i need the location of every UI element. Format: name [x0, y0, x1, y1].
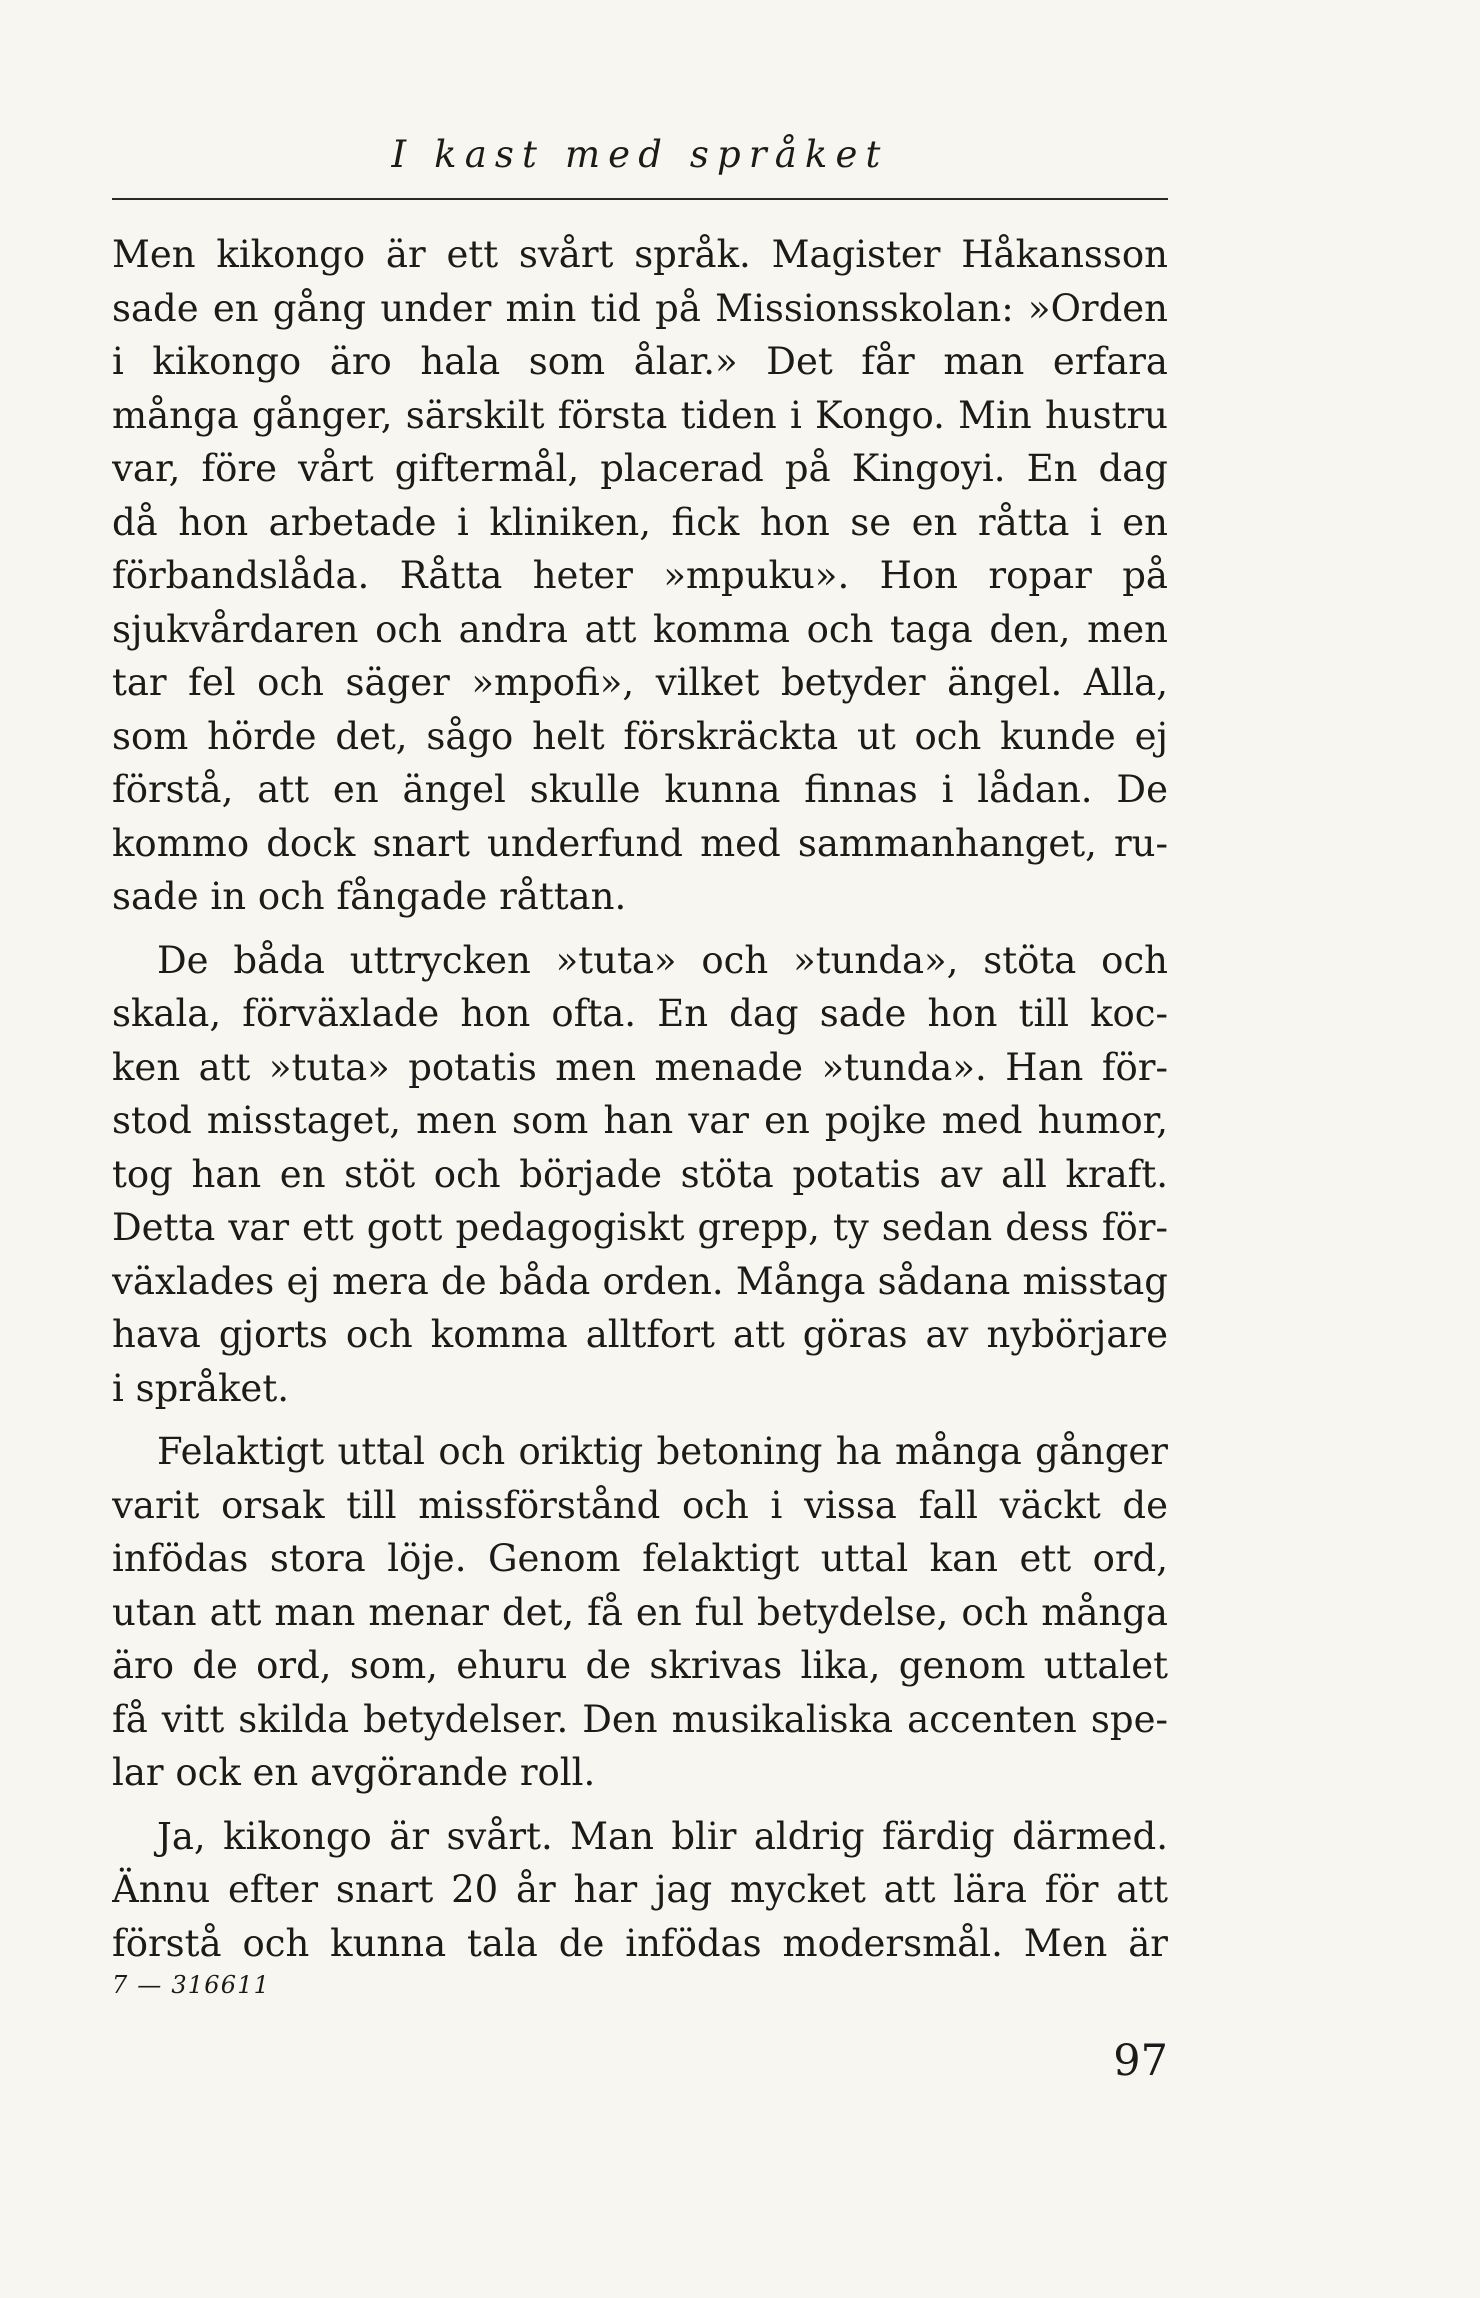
text-line: då hon arbetade i kliniken, fick hon se en råtta i en [112, 500, 1168, 544]
text-line: tog han en stöt och började stöta potatis av all kraft. [112, 1152, 1168, 1196]
text-line: hava gjorts och komma alltfort att göras av nybörjare [112, 1313, 1168, 1356]
signature-mark: 7 — 316611 [112, 1971, 271, 1999]
text-line: många gånger, särskilt första tiden i Kongo. Min hustru [112, 393, 1168, 437]
paragraph-gap [112, 924, 1168, 934]
text-line: Ja, kikongo är svårt. Man blir aldrig färdig därmed. [157, 1814, 1168, 1858]
text-line: förbandslåda. Råtta heter »mpuku». Hon ropar på [112, 554, 1168, 597]
text-line: infödas stora löje. Genom felaktigt uttal kan ett ord, [112, 1537, 1168, 1580]
text-line: Ännu efter snart 20 år har jag mycket att lära för att [112, 1868, 1168, 1911]
text-line: få vitt skilda betydelser. Den musikaliska accenten spe- [112, 1697, 1168, 1741]
text-line: förstå, att en ängel skulle kunna finnas i lådan. De [112, 768, 1168, 811]
paragraph [112, 934, 1168, 1416]
text-line: Felaktigt uttal och oriktig betoning ha många gånger [157, 1430, 1168, 1473]
text-line: stod misstaget, men som han var en pojke med humor, [112, 1099, 1168, 1142]
text-line: som hörde det, sågo helt förskräckta ut och kunde ej [112, 714, 1168, 758]
text-line: lar ock en avgörande roll. [112, 1751, 596, 1794]
text-line: varit orsak till missförstånd och i vissa fall väckt de [112, 1483, 1168, 1527]
paragraph-gap [112, 1800, 1168, 1810]
text-line: Detta var ett gott pedagogiskt grepp, ty sedan dess för- [112, 1206, 1168, 1249]
text-line: i språket. [112, 1366, 289, 1410]
text-line: ken att »tuta» potatis men menade »tunda». Han för- [112, 1045, 1168, 1089]
header-rule [112, 198, 1168, 200]
text-line: sade in och fångade råttan. [112, 875, 627, 918]
text-line: skala, förväxlade hon ofta. En dag sade hon till koc- [112, 992, 1168, 1035]
running-head: I kast med språket [391, 133, 889, 176]
text-line: tar fel och säger »mpofi», vilket betyder ängel. Alla, [112, 661, 1168, 704]
paragraph-gap [112, 1415, 1168, 1425]
text-line: sade en gång under min tid på Missionsskolan: »Orden [112, 286, 1168, 330]
text-line: i kikongo äro hala som ålar.» Det får man erfara [112, 340, 1168, 383]
text-line: utan att man menar det, få en ful betydelse, och många [112, 1590, 1168, 1634]
text-line: Men kikongo är ett svårt språk. Magister Håkansson [112, 233, 1168, 276]
text-line: De båda uttrycken »tuta» och »tunda», stöta och [157, 938, 1168, 982]
paragraph [112, 1810, 1168, 1971]
text-line: sjukvårdaren och andra att komma och taga den, men [112, 607, 1168, 651]
paragraph [112, 228, 1168, 924]
page-number: 97 [1113, 2036, 1168, 2086]
text-line: växlades ej mera de båda orden. Många sådana misstag [112, 1259, 1168, 1303]
text-line: var, före vårt giftermål, placerad på Kingoyi. En dag [112, 447, 1168, 490]
text-line: förstå och kunna tala de infödas modersmål. Men är [112, 1921, 1168, 1965]
text-line: kommo dock snart underfund med sammanhanget, ru- [112, 821, 1168, 865]
body-text [112, 228, 1168, 1970]
paragraph [112, 1425, 1168, 1800]
text-line: äro de ord, som, ehuru de skrivas lika, genom uttalet [112, 1644, 1168, 1687]
